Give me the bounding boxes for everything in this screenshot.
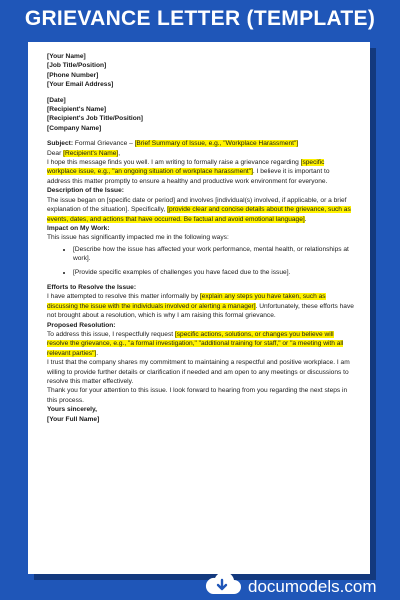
subject-line <box>47 139 354 148</box>
date-line: [Date] <box>47 96 66 104</box>
description-paragraph <box>47 196 354 224</box>
page-title: GRIEVANCE LETTER (TEMPLATE) <box>24 7 376 30</box>
recipient-company: [Company Name] <box>47 124 102 132</box>
sender-name: [Your Name] <box>47 53 86 60</box>
intro-placeholder: [specific workplace issue, e.g., "an ongoing situation of workplace harassment"] <box>47 159 325 176</box>
trust-paragraph: I trust that the company shares my commitment to maintaining a respectful and positive workplace. I am willing to provide further details or clarification if needed and am open to any meetings or discussions to resolve this matter effectively. <box>47 359 350 385</box>
sender-phone: [Phone Number] <box>47 71 99 79</box>
cloud-download-icon <box>203 572 243 596</box>
intro-text-1: I hope this message finds you well. I am writing to formally raise a grievance regarding <box>47 159 301 167</box>
impact-heading: Impact on My Work: <box>47 224 110 232</box>
impact-list <box>47 245 354 277</box>
impact-intro: This issue has significantly impacted me in the following ways: <box>47 234 229 242</box>
description-placeholder: [provide clear and concise details about the grievance, such as events, dates, and actions that have occurred. Be factual and avoid emotional language] <box>47 206 351 223</box>
efforts-placeholder: [explain any steps you have taken, such as discussing the issue with the individuals involved or alerting a manager] <box>47 293 326 310</box>
proposed-heading: Proposed Resolution: <box>47 321 116 329</box>
subject-placeholder: [Brief Summary of Issue, e.g., "Workplace Harassment"] <box>134 140 299 148</box>
page-header <box>0 0 400 38</box>
signature-line: [Your Full Name] <box>47 415 100 423</box>
intro-paragraph <box>47 158 354 186</box>
salutation-text: Dear <box>47 149 64 157</box>
subject-text: Formal Grievance – <box>73 140 135 148</box>
letter-page <box>28 42 370 574</box>
impact-bullet: • [Provide specific examples of challenges you have faced due to the issue]. <box>73 268 354 277</box>
salutation-placeholder: [Recipient's Name] <box>63 149 119 157</box>
recipient-name: [Recipient's Name] <box>47 106 107 114</box>
closing-line: Yours sincerely, <box>47 406 97 414</box>
intro-text-2: . I believe it is important to address this matter promptly to ensure a healthy and productive work environment for everyone. <box>47 168 330 185</box>
description-heading: Description of the Issue: <box>47 187 124 195</box>
proposed-text-1: To address this issue, I respectfully request <box>47 330 175 338</box>
recipient-title: [Recipient's Job Title/Position] <box>47 115 143 123</box>
efforts-heading: Efforts to Resolve the Issue: <box>47 283 137 291</box>
efforts-text-2: . Unfortunately, these efforts have not brought about a resolution, which is why I am raising this formal grievance. <box>47 302 354 320</box>
proposed-text-2: . <box>96 349 99 357</box>
impact-bullet: • [Describe how the issue has affected your work performance, mental health, or relationships at work]. <box>73 245 354 264</box>
proposed-placeholder: [specific actions, solutions, or changes you believe will resolve the grievance, e.g., "a formal investigation," "additional training for staff," or "a meeting with all relevant parties"] <box>47 330 344 357</box>
efforts-text-1: I have attempted to resolve this matter informally by <box>47 293 200 301</box>
efforts-paragraph <box>47 292 354 320</box>
sender-title: [Job Title/Position] <box>47 62 107 70</box>
recipient-block <box>47 105 354 133</box>
description-text-1: The issue began on [specific date or period] and involves [individual(s) involved, if applicable, or a brief explanation of the situation]. Specifically, <box>47 196 347 214</box>
footer-site-name[interactable]: documodels.com <box>248 577 377 596</box>
proposed-paragraph <box>47 330 354 358</box>
thanks-paragraph: Thank you for your attention to this issue. I look forward to hearing from you regarding the next steps in this process. <box>47 387 348 404</box>
salutation <box>47 149 354 158</box>
subject-label: Subject: <box>47 140 74 148</box>
salutation-end: , <box>118 149 121 157</box>
sender-block <box>47 52 354 90</box>
description-text-2: . <box>304 215 307 223</box>
sender-email: [Your Email Address] <box>47 81 114 89</box>
